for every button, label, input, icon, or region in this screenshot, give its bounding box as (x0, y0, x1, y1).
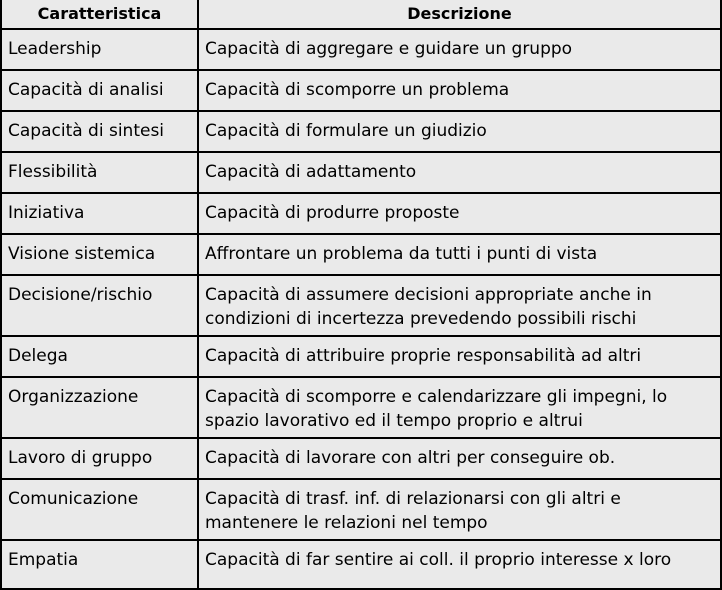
table-row (1, 70, 721, 111)
cell-caratteristica: Empatia (1, 540, 198, 589)
cell-descrizione: Capacità di produrre proposte (198, 193, 721, 234)
table-row (1, 336, 721, 377)
table-header-row (1, 0, 721, 29)
header-descrizione: Descrizione (198, 0, 721, 29)
table-row (1, 111, 721, 152)
cell-descrizione: Capacità di trasf. inf. di relazionarsi con gli altri e mantenere le relazioni nel tempo (198, 479, 721, 540)
cell-caratteristica: Visione sistemica (1, 234, 198, 275)
cell-descrizione: Capacità di attribuire proprie responsabilità ad altri (198, 336, 721, 377)
table-row (1, 438, 721, 479)
table-row (1, 377, 721, 438)
cell-descrizione: Capacità di far sentire ai coll. il proprio interesse x loro (198, 540, 721, 589)
cell-descrizione: Capacità di assumere decisioni appropriate anche in condizioni di incertezza prevedendo possibili rischi (198, 275, 721, 336)
cell-descrizione: Capacità di aggregare e guidare un gruppo (198, 29, 721, 70)
table-row (1, 29, 721, 70)
cell-caratteristica: Comunicazione (1, 479, 198, 540)
cell-descrizione: Capacità di scomporre un problema (198, 70, 721, 111)
cell-caratteristica: Organizzazione (1, 377, 198, 438)
table-row (1, 193, 721, 234)
table-row (1, 479, 721, 540)
table-row (1, 540, 721, 589)
cell-descrizione: Capacità di scomporre e calendarizzare gli impegni, lo spazio lavorativo ed il tempo proprio e altrui (198, 377, 721, 438)
cell-caratteristica: Flessibilità (1, 152, 198, 193)
header-caratteristica: Caratteristica (1, 0, 198, 29)
cell-caratteristica: Capacità di analisi (1, 70, 198, 111)
table-row (1, 234, 721, 275)
cell-caratteristica: Iniziativa (1, 193, 198, 234)
cell-caratteristica: Leadership (1, 29, 198, 70)
cell-descrizione: Affrontare un problema da tutti i punti di vista (198, 234, 721, 275)
table-row (1, 275, 721, 336)
cell-caratteristica: Decisione/rischio (1, 275, 198, 336)
cell-caratteristica: Capacità di sintesi (1, 111, 198, 152)
cell-descrizione: Capacità di adattamento (198, 152, 721, 193)
cell-caratteristica: Delega (1, 336, 198, 377)
cell-descrizione: Capacità di lavorare con altri per conseguire ob. (198, 438, 721, 479)
cell-caratteristica: Lavoro di gruppo (1, 438, 198, 479)
cell-descrizione: Capacità di formulare un giudizio (198, 111, 721, 152)
table-row (1, 152, 721, 193)
